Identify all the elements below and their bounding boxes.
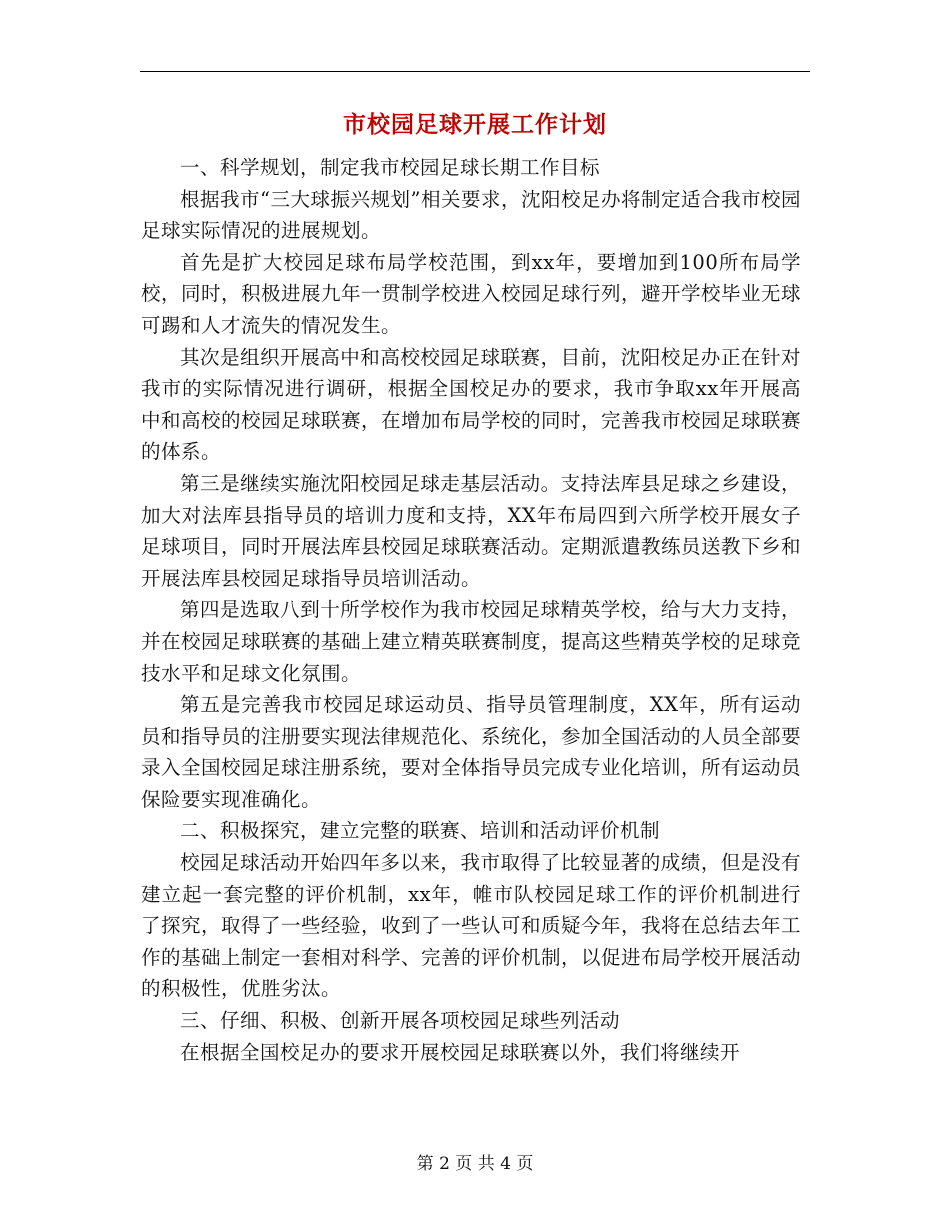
section-heading-2: 二、积极探究，建立完整的联赛、培训和活动评价机制	[180, 819, 661, 843]
paragraph: 第五是完善我市校园足球运动员、指导员管理制度，XX年，所有运动员和指导员的注册要实现法律规范化、系统化，参加全国活动的人员全部要录入全国校园足球注册系统，要对全体指导员完成专业化培训，所有运动员保险要实现准确化。	[141, 693, 802, 811]
document-body	[141, 152, 801, 1068]
header-rule	[140, 71, 810, 72]
paragraph: 首先是扩大校园足球布局学校范围，到xx年，要增加到100所布局学校，同时，积极进展九年一贯制学校进入校园足球行列，避开学校毕业无球可踢和人才流失的情况发生。	[141, 250, 802, 337]
section-heading-3: 三、仔细、积极、创新开展各项校园足球些列活动	[180, 1009, 621, 1033]
paragraph: 第三是继续实施沈阳校园足球走基层活动。支持法库县足球之乡建设，加大对法库县指导员的培训力度和支持，XX年布局四到六所学校开展女子足球项目，同时开展法库县校园足球联赛活动。定期派遣教练员送教下乡和开展法库县校园足球指导员培训活动。	[141, 471, 802, 590]
page-number-footer: 第 2 页 共 4 页	[416, 1154, 534, 1174]
document-title: 市校园足球开展工作计划	[343, 111, 607, 138]
paragraph: 第四是选取八到十所学校作为我市校园足球精英学校，给与大力支持，并在校园足球联赛的基础上建立精英联赛制度，提高这些精英学校的足球竞技水平和足球文化氛围。	[141, 598, 802, 685]
section-heading-1: 一、科学规划，制定我市校园足球长期工作目标	[180, 156, 601, 179]
paragraph: 在根据全国校足办的要求开展校园足球联赛以外，我们将继续开	[180, 1040, 741, 1064]
paragraph: 根据我市“三大球振兴规划”相关要求，沈阳校足办将制定适合我市校园足球实际情况的进展规划。	[141, 187, 801, 243]
paragraph: 校园足球活动开始四年多以来，我市取得了比较显著的成绩，但是没有建立起一套完整的评价机制，xx年，帷市队校园足球工作的评价机制进行了探究，取得了一些经验，收到了一些认可和质疑今年，我将在总结去年工作的基础上制定一套相对科学、完善的评价机制，以促进布局学校开展活动的积极性，优胜劣汰。	[141, 851, 802, 1001]
paragraph: 其次是组织开展高中和高校校园足球联赛，目前，沈阳校足办正在针对我市的实际情况进行调研，根据全国校足办的要求，我市争取xx年开展高中和高校的校园足球联赛，在增加布局学校的同时，完善我市校园足球联赛的体系。	[141, 345, 802, 464]
